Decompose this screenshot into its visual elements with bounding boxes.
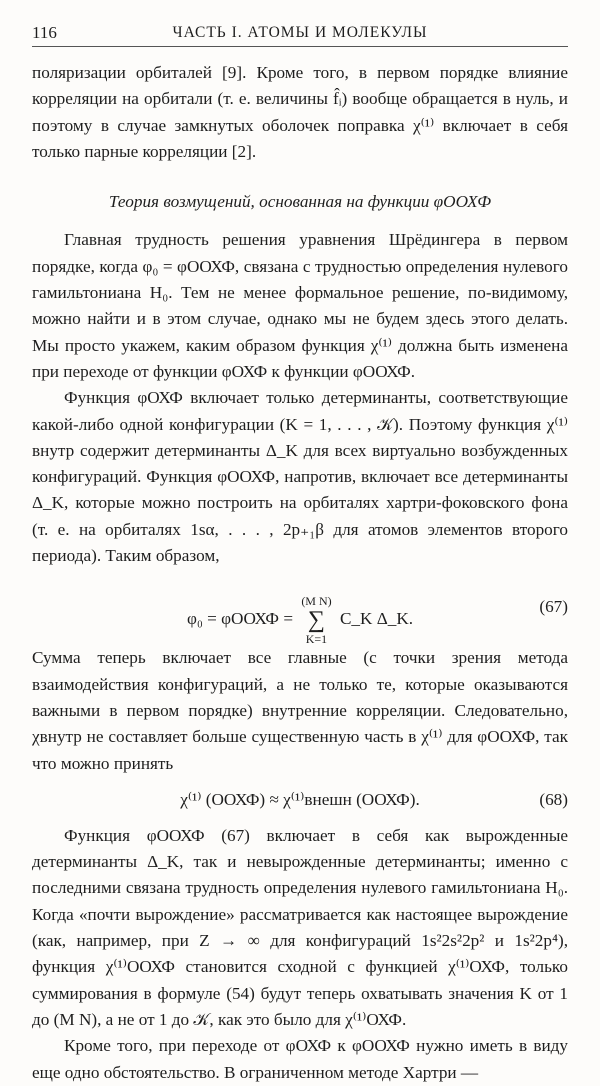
equation-number-67: (67)	[539, 597, 568, 617]
section-title: Теория возмущений, основанная на функции φООХФ	[108, 192, 492, 212]
eq67-sum-lower: K=1	[305, 632, 328, 647]
paragraph-4: Сумма теперь включает все главные (с точки зрения метода взаимодействия конфигураций, а не только те, которые оказываются важными в первом порядке) внутренние корреляции. Следовательно, χвнутр не составляет больше существенную часть в χ⁽¹⁾ для φООХФ, так что можно принять	[32, 648, 568, 773]
page-body	[32, 60, 568, 1086]
eq68-text: χ⁽¹⁾ (ООХФ) ≈ χ⁽¹⁾внешн (ООХФ).	[180, 789, 420, 809]
eq67-rhs: C_K Δ_K.	[339, 609, 414, 629]
page-number: 116	[32, 23, 57, 42]
paragraph-3: Функция φОХФ включает только детерминанты, соответствующие какой-либо одной конфигурации (K = 1, . . . , 𝒦). Поэтому функция χ⁽¹⁾внутр содержит детерминанты Δ_K для всех виртуально возбужденных конфигураций. Функция φООХФ, напротив, включает все детерминанты Δ_K, которые можно построить на орбиталях хартри-фоковского фона (т. е. на орбиталях 1sα, . . . , 2p₊₁β для атомов элементов второго периода). Таким образом,	[32, 388, 568, 566]
equation-number-68: (68)	[539, 789, 568, 809]
sum-sign-icon: ∑	[307, 607, 326, 634]
equation-67	[32, 577, 568, 647]
equation-68	[32, 785, 568, 815]
paragraph-1: поляризации орбиталей [9]. Кроме того, в первом порядке влияние корреляции на орбитали (т. е. величины f̂ᵢ) вообще обращается в нуль, и поэтому в случае замкнутых оболочек поправка χ⁽¹⁾ включает в себя только парные корреляции [2].	[32, 63, 568, 161]
running-title: ЧАСТЬ I. АТОМЫ И МОЛЕКУЛЫ	[172, 24, 428, 41]
eq67-lhs: φ₀ = φООХФ =	[186, 609, 294, 629]
page-header	[32, 20, 568, 47]
eq67-sum	[301, 594, 331, 646]
eq67-sum-upper: (M N)	[301, 594, 332, 609]
paragraph-2: Главная трудность решения уравнения Шрёдингера в первом порядке, когда φ₀ = φООХФ, связана с трудностью определения нулевого гамильтониана H₀. Тем не менее формальное решение, по-видимому, можно найти и в этом случае, однако мы не будем здесь этого делать. Мы просто укажем, каким образом функция χ⁽¹⁾ должна быть изменена при переходе от функции φОХФ к функции φООХФ.	[32, 230, 568, 381]
paragraph-5: Функция φООХФ (67) включает в себя как вырожденные детерминанты Δ_K, так и невырожденные детерминанты; именно с последними связана трудность определения нулевого гамильтониана H₀. Когда «почти вырождение» рассматривается как настоящее вырождение (как, например, при Z → ∞ для конфигураций 1s²2s²2p² и 1s²2p⁴), функция χ⁽¹⁾ООХФ становится сходной с функцией χ⁽¹⁾ОХФ, только суммирования в формуле (54) будут теперь охватывать значения K от 1 до (M N), а не от 1 до 𝒦, как это было для χ⁽¹⁾ОХФ.	[32, 825, 568, 1029]
paragraph-6: Кроме того, при переходе от φОХФ к φООХФ нужно иметь в виду еще одно обстоятельство. В ограниченном методе Хартри —	[32, 1036, 568, 1082]
